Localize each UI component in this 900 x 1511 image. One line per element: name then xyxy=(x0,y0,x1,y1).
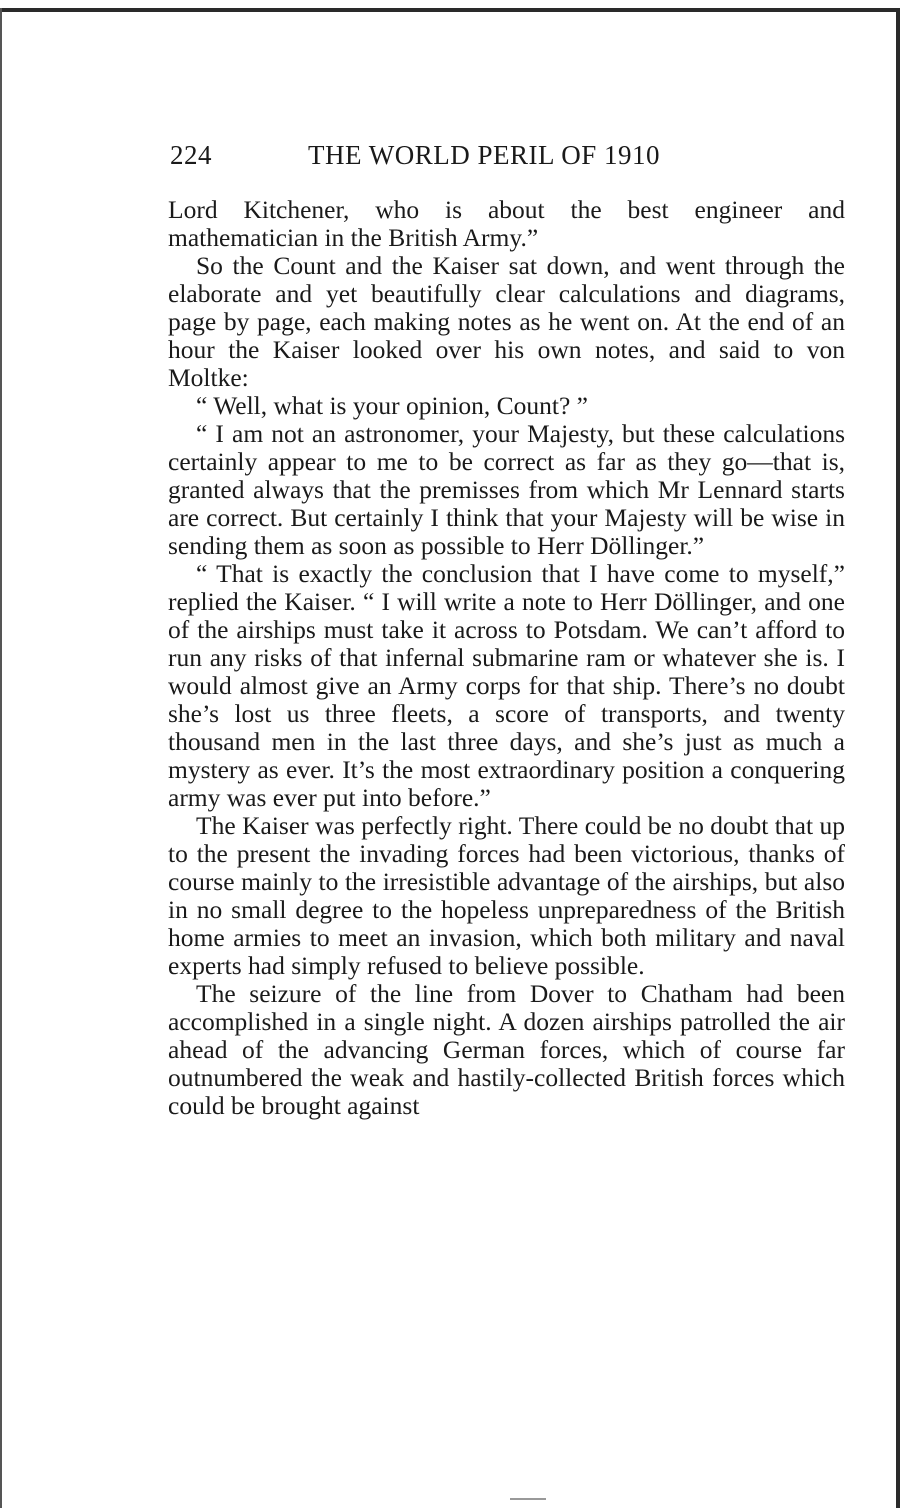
paragraph: The Kaiser was perfectly right. There could be no doubt that up to the present the invading forces had been victorious, thanks of course mainly to the irresistible advantage of the airships, but also in no small degree to the hopeless unpreparedness of the British home armies to meet an invasion, which both military and naval experts had simply refused to believe possible. xyxy=(168,811,845,980)
running-title: THE WORLD PERIL OF 1910 xyxy=(308,140,660,170)
paragraph: So the Count and the Kaiser sat down, and went through the elaborate and yet beautifully clear calculations and diagrams, page by page, each making notes as he went on. At the end of an hour the Kaiser looked over his own notes, and said to von Moltke: xyxy=(168,251,845,392)
scan-artifact xyxy=(510,1498,546,1500)
page-number: 224 xyxy=(170,140,212,170)
scan-border-left xyxy=(0,8,2,1508)
paragraph: The seizure of the line from Dover to Chatham had been accomplished in a single night. A dozen airships patrolled the air ahead of the advancing German forces, which of course far outnumbered the weak and hastily-collected British forces which could be brought against xyxy=(168,979,845,1120)
paragraph: “ I am not an astronomer, your Majesty, but these calculations certainly appear to me to be correct as far as they go—that is, granted always that the premisses from which Mr Lennard starts are correct. But certainly I think that your Majesty will be wise in sending them as soon as possible to Herr Döllinger.” xyxy=(168,419,845,560)
paragraph: “ Well, what is your opinion, Count? ” xyxy=(196,391,588,420)
page-header xyxy=(170,140,850,174)
scan-border-top xyxy=(0,8,900,12)
page-body xyxy=(168,196,845,1120)
scan-border-right xyxy=(896,8,900,1508)
paragraph: “ That is exactly the conclusion that I have come to myself,” replied the Kaiser. “ I will write a note to Herr Döllinger, and one of the airships must take it across to Potsdam. We can’t afford to run any risks of that infernal submarine ram or whatever she is. I would almost give an Army corps for that ship. There’s no doubt she’s lost us three fleets, a score of transports, and twenty thousand men in the last three days, and she’s just as much a mystery as ever. It’s the most extraordinary position a conquering army was ever put into before.” xyxy=(168,559,845,812)
paragraph: Lord Kitchener, who is about the best engineer and mathematician in the British Army.” xyxy=(168,195,845,252)
